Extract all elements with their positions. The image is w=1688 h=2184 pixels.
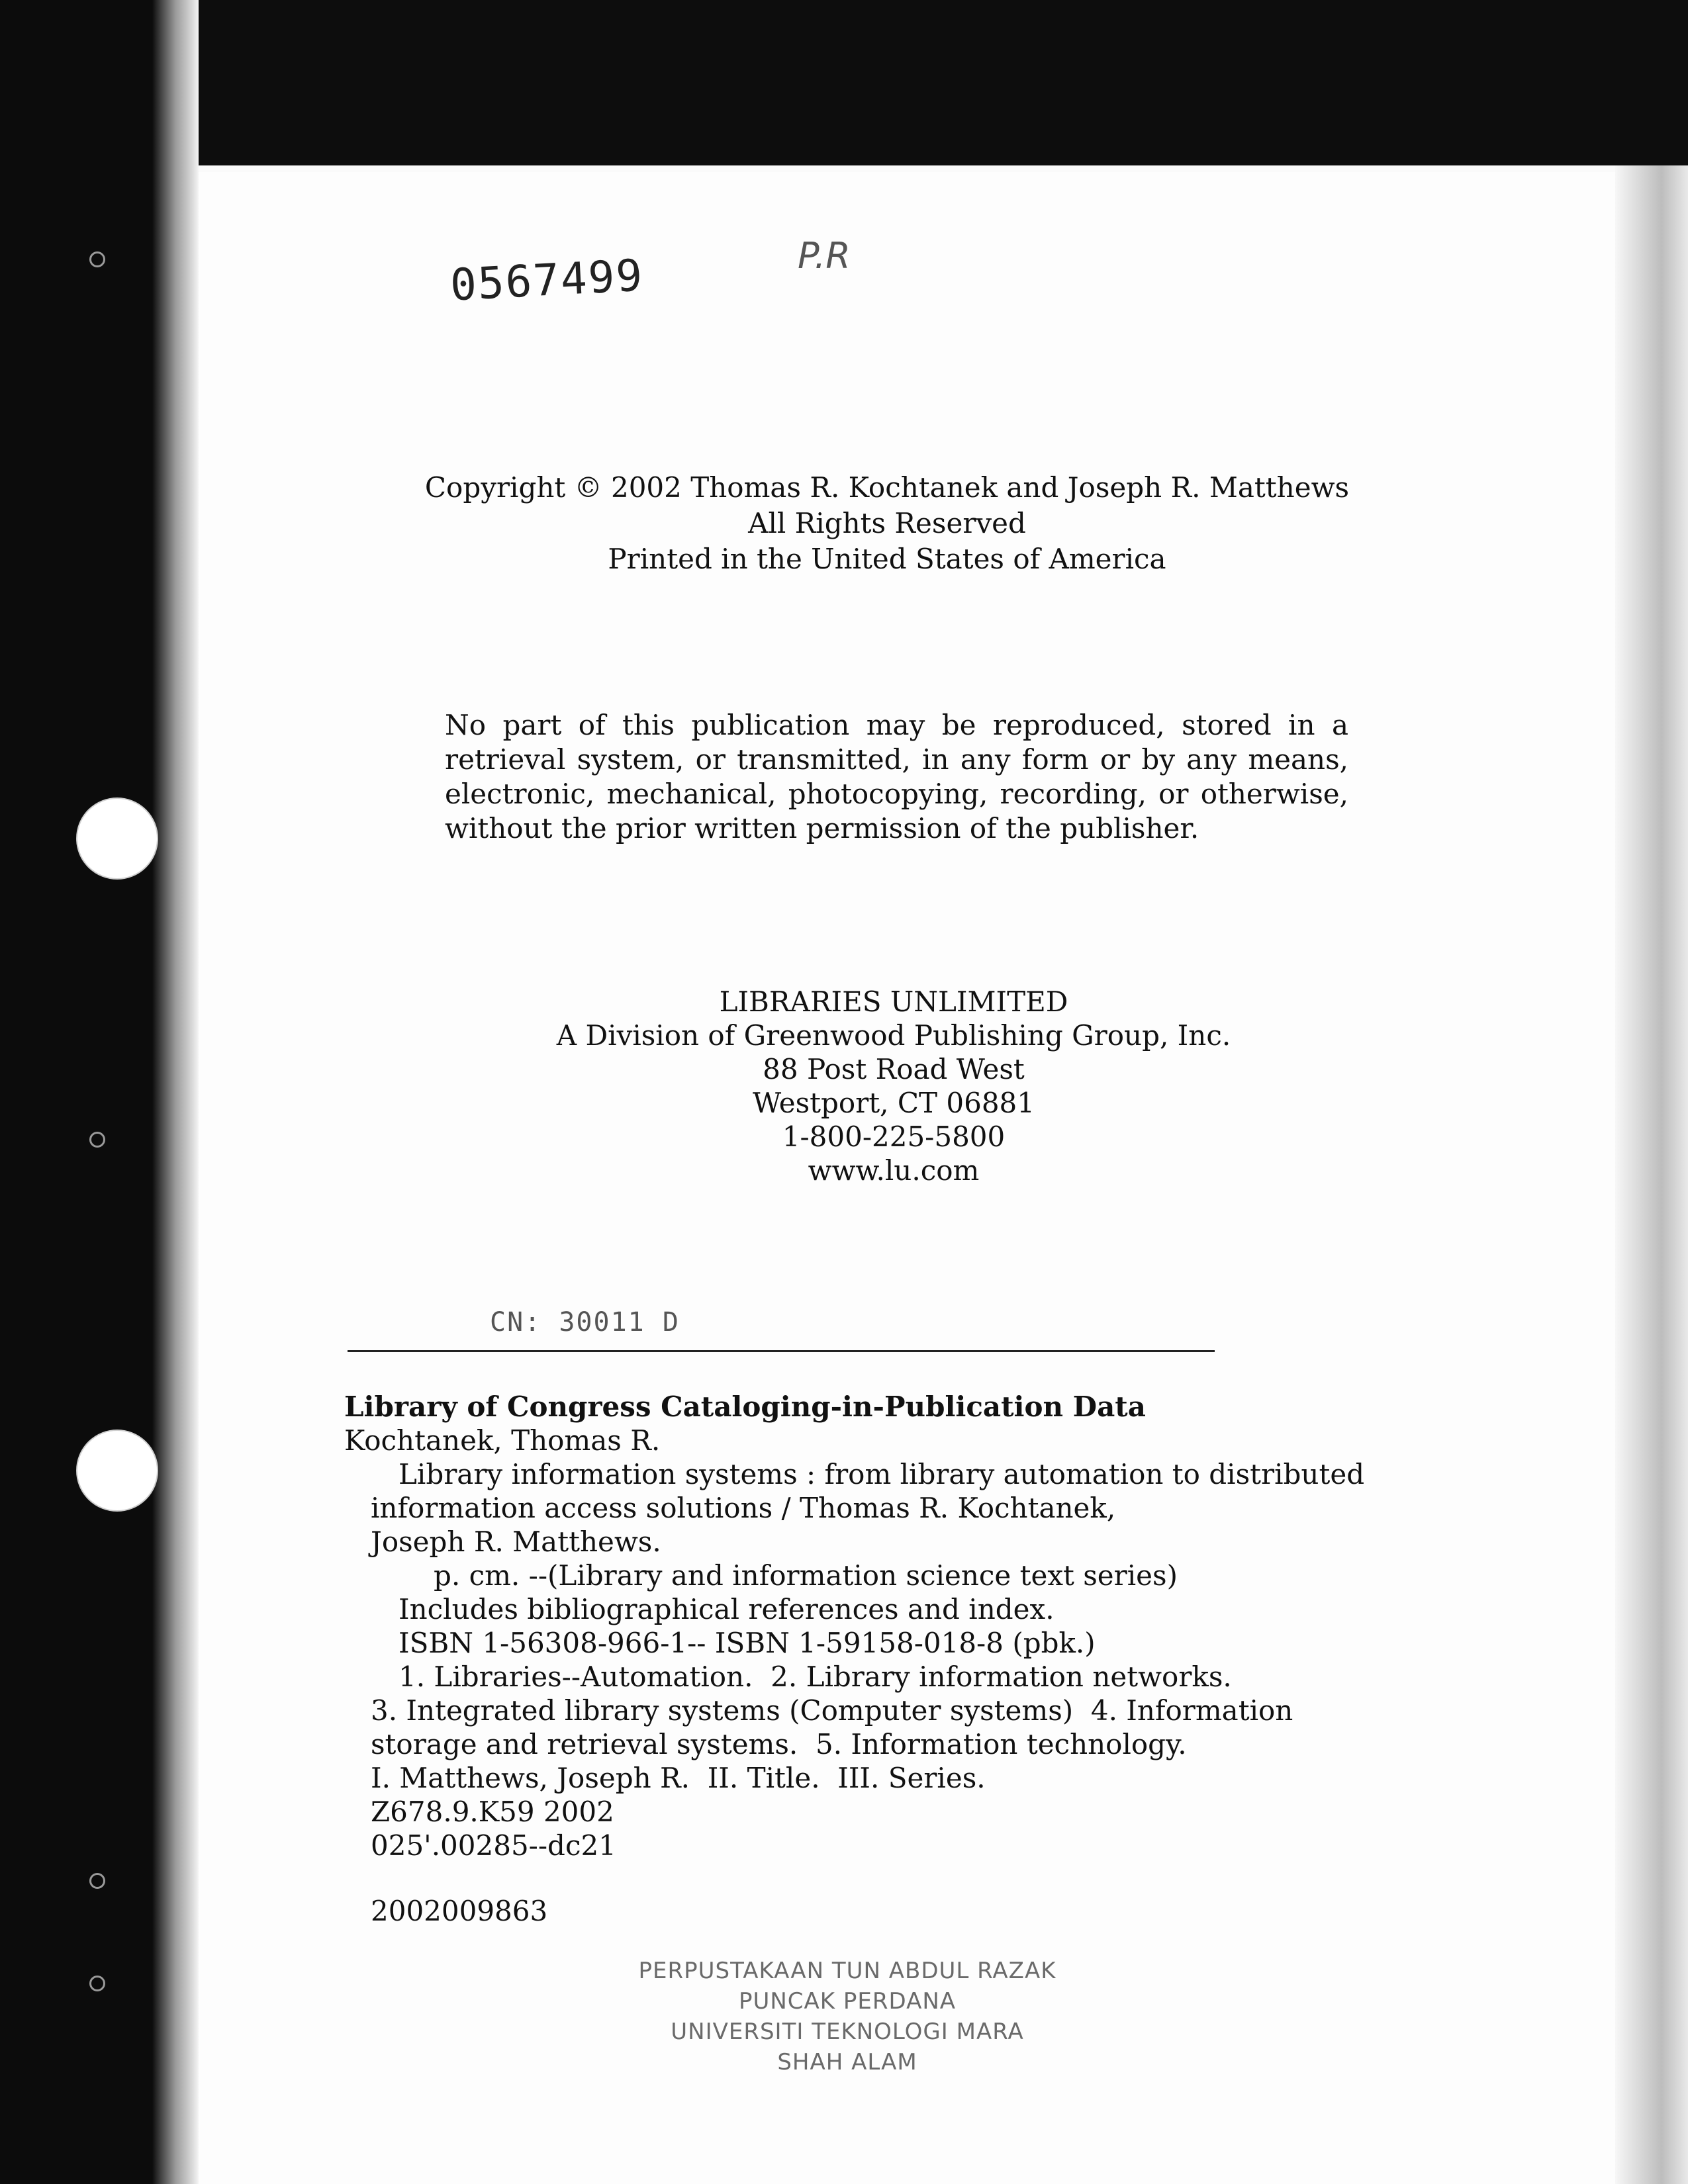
handwritten-initials: P.R bbox=[798, 235, 851, 277]
publisher-name: LIBRARIES UNLIMITED bbox=[719, 985, 1068, 1018]
library-stamp-line: PERPUSTAKAAN TUN ABDUL RAZAK bbox=[638, 1958, 1056, 1984]
rights-reserved-line: All Rights Reserved bbox=[748, 507, 1026, 539]
cip-title: Library information systems : from library automation to distributed bbox=[399, 1458, 1365, 1490]
cip-isbn: ISBN 1-56308-966-1-- ISBN 1-59158-018-8 (pbk.) bbox=[399, 1627, 1096, 1659]
copyright-line: Copyright © 2002 Thomas R. Kochtanek and Joseph R. Matthews bbox=[424, 471, 1350, 504]
handwritten-cn: CN: 30011 D bbox=[490, 1307, 680, 1338]
binder-ring bbox=[89, 1132, 105, 1148]
publisher-website: www.lu.com bbox=[808, 1154, 980, 1187]
accession-number: 0567499 bbox=[449, 250, 645, 311]
publisher-block bbox=[397, 985, 1390, 1187]
reproduction-notice: No part of this publication may be reproduced, stored in a retrieval system, or transmitted, in any form or by any means, electronic, mechanical, photocopying, recording, or otherwise, without the prior written permission of the publisher. bbox=[445, 709, 1348, 844]
cip-data-block bbox=[344, 1390, 1377, 1928]
library-stamp bbox=[576, 1956, 1119, 2077]
library-stamp-line: SHAH ALAM bbox=[777, 2049, 917, 2075]
publisher-address-city: Westport, CT 06881 bbox=[753, 1087, 1035, 1119]
punch-hole-lower bbox=[76, 1430, 158, 1512]
scan-border-right bbox=[1615, 165, 1688, 2184]
scan-border-top bbox=[0, 0, 1688, 165]
cip-dewey: 025'.00285--dc21 bbox=[371, 1829, 616, 1862]
cip-author: Kochtanek, Thomas R. bbox=[344, 1424, 661, 1457]
binder-ring bbox=[89, 251, 105, 267]
cip-lccn: 2002009863 bbox=[371, 1895, 548, 1927]
scan-border-left bbox=[0, 0, 199, 2184]
divider-rule bbox=[348, 1350, 1215, 1352]
cip-heading: Library of Congress Cataloging-in-Publication Data bbox=[344, 1390, 1146, 1423]
binder-ring bbox=[89, 1873, 105, 1889]
library-stamp-line: UNIVERSITI TEKNOLOGI MARA bbox=[671, 2019, 1024, 2045]
cip-series: p. cm. --(Library and information science text series) bbox=[434, 1559, 1178, 1592]
cip-subjects-cont: storage and retrieval systems. 5. Information technology. bbox=[371, 1728, 1187, 1760]
cip-subjects-cont: 3. Integrated library systems (Computer systems) 4. Information bbox=[371, 1694, 1293, 1727]
cip-title-cont: Joseph R. Matthews. bbox=[371, 1525, 661, 1558]
binder-ring bbox=[89, 1976, 105, 1991]
copyright-block bbox=[397, 470, 1377, 577]
cip-title-cont: information access solutions / Thomas R. Kochtanek, bbox=[371, 1492, 1116, 1524]
publisher-phone: 1-800-225-5800 bbox=[782, 1120, 1006, 1153]
printed-in-line: Printed in the United States of America bbox=[608, 543, 1166, 575]
punch-hole-upper bbox=[76, 797, 158, 880]
cip-subjects: 1. Libraries--Automation. 2. Library information networks. bbox=[399, 1661, 1232, 1693]
publisher-address-street: 88 Post Road West bbox=[763, 1053, 1025, 1085]
library-stamp-line: PUNCAK PERDANA bbox=[738, 1988, 957, 2015]
publisher-division: A Division of Greenwood Publishing Group, Inc. bbox=[556, 1019, 1231, 1052]
cip-lc-class: Z678.9.K59 2002 bbox=[371, 1796, 614, 1828]
cip-added-entries: I. Matthews, Joseph R. II. Title. III. Series. bbox=[371, 1762, 986, 1794]
cip-includes: Includes bibliographical references and index. bbox=[399, 1593, 1055, 1625]
